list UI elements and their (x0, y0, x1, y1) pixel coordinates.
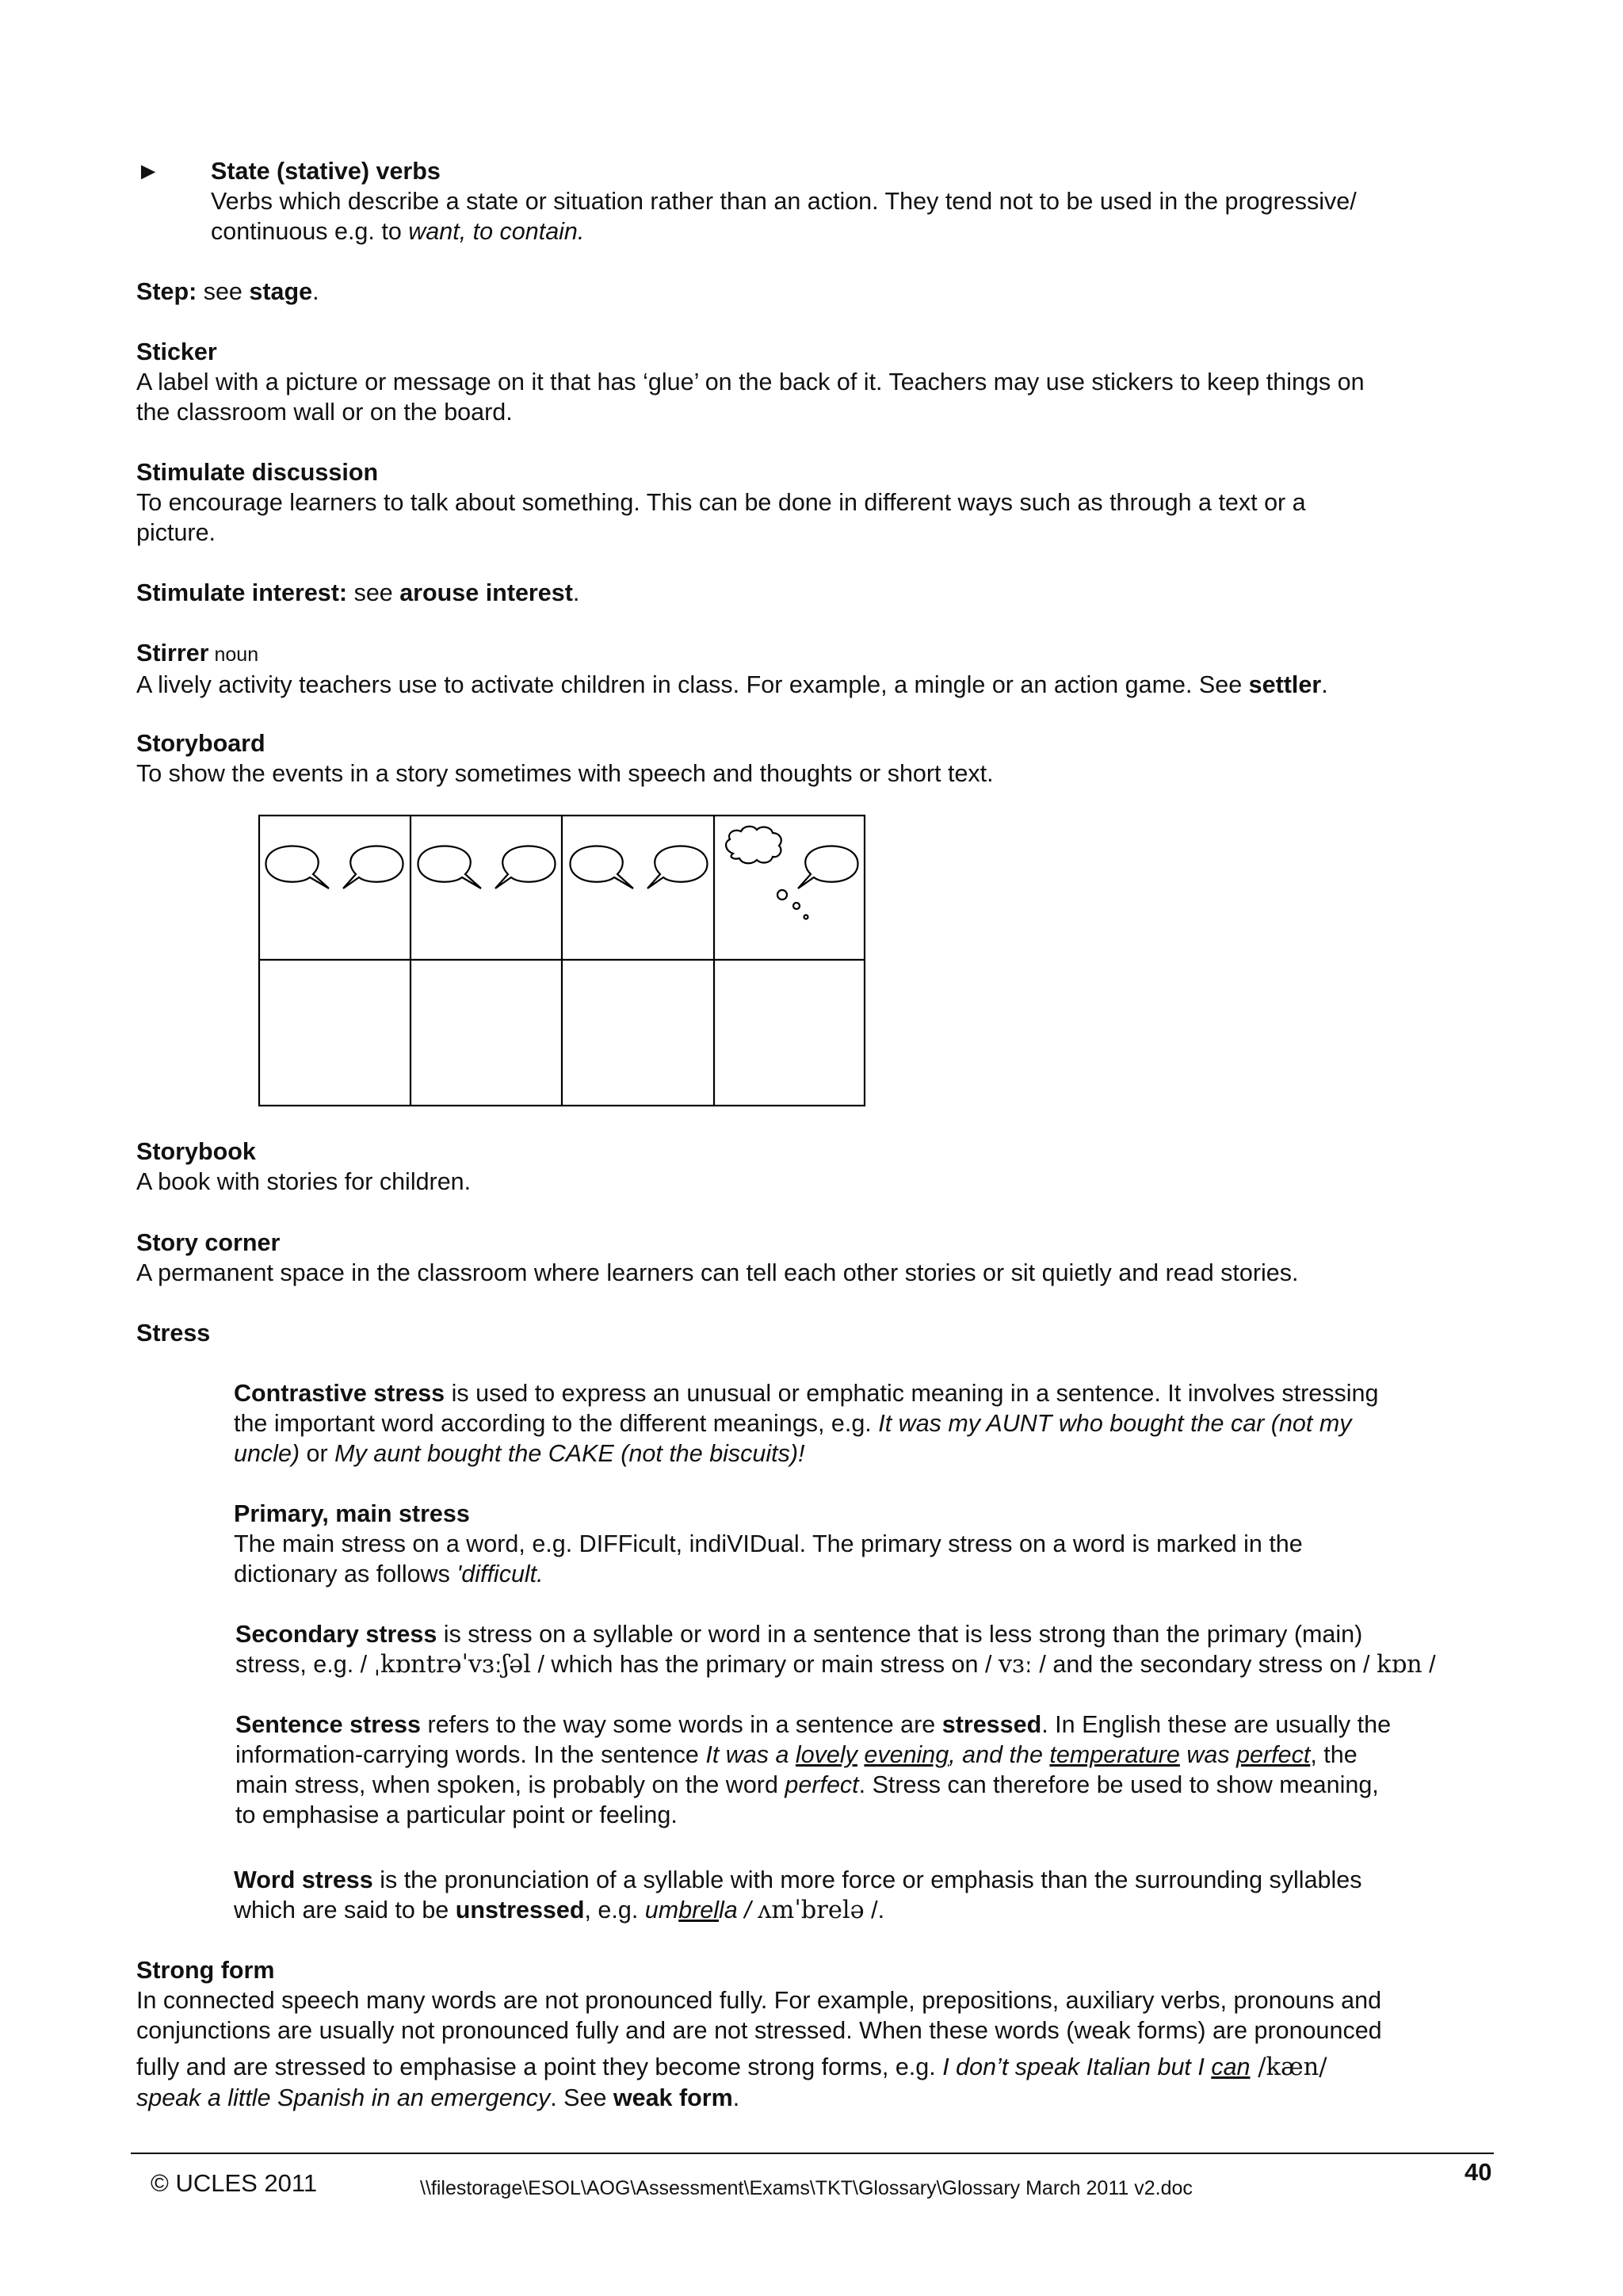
subentry-sentence-stress: Sentence stress refers to the way some words in a sentence are stressed. In English these are usually the information-carrying words. In the sentence It was a lovely evening, and the temperature was perfect, the main stress, when spoken, is probably on the word perfect. Stress can therefore be used to show meaning, to emphasise a particular point or feeling. (235, 1711, 1392, 1828)
subentry-primary-stress: Primary, main stress The main stress on a word, e.g. DIFFicult, indiVIDual. The primary stress on a word is marked in the dictionary as follows 'difficult. (234, 1500, 1303, 1587)
entry-definition: continuous e.g. to want, to contain. (211, 218, 585, 245)
speech-bubble-icon (343, 846, 403, 889)
footer-divider (131, 2153, 1494, 2154)
speech-bubble-icon (798, 846, 858, 889)
entry-state-verbs (211, 156, 1357, 246)
entry-step: Step: see stage. (136, 278, 319, 305)
page-number: 40 (1465, 2158, 1492, 2186)
entry-definition: Verbs which describe a state or situation rather than an action. They tend not to be used in the progressive/ (211, 188, 1357, 215)
entry-story-corner: Story corner A permanent space in the classroom where learners can tell each other stories or sit quietly and read stories. (136, 1229, 1299, 1286)
subentry-word-stress: Word stress is the pronunciation of a syllable with more force or emphasis than the surrounding syllables which are said to be unstressed, e.g. umbrella / ʌmˈbrelə /. (234, 1866, 1362, 1924)
entry-storybook: Storybook A book with stories for children. (136, 1138, 472, 1195)
speech-bubble-icon (495, 846, 556, 889)
entry-stimulate-discussion: Stimulate discussion To encourage learners to talk about something. This can be done in different ways such as through a text or a picture. (136, 459, 1306, 546)
entry-stimulate-interest: Stimulate interest: see arouse interest. (136, 579, 580, 606)
entry-term: Sticker (136, 338, 217, 365)
entry-stress (136, 1318, 210, 1348)
entry-term: Storyboard (136, 730, 265, 757)
subentry-secondary-stress: Secondary stress is stress on a syllable or word in a sentence that is less strong than the primary (main) stress, e.g. / ˌkɒntrəˈvɜːʃəl / which has the primary or main stress on / vɜː / and the secondary stress on / kɒn / (235, 1621, 1436, 1679)
bullet-arrow-icon: ► (136, 158, 161, 185)
entry-term: Story corner (136, 1229, 281, 1256)
footer-copyright: © UCLES 2011 (151, 2169, 318, 2197)
entry-stirrer: Stirrer noun A lively activity teachers use to activate children in class. For example, a mingle or an action game. See settler. (136, 640, 1328, 698)
entry-term: Stress (136, 1320, 211, 1347)
entry-sticker: Sticker A label with a picture or message on it that has ‘glue’ on the back of it. Teachers may use stickers to keep things on the classroom wall or on the board. (136, 338, 1365, 426)
entry-strong-form: Strong form In connected speech many words are not pronounced fully. For example, prepositions, auxiliary verbs, pronouns and conjunctions are usually not pronounced fully and are not stressed. When these words (weak forms) are pronounced fully and are stressed to emphasise a point they become strong forms, e.g. I don’t speak Italian but I can /kæn/ speak a little Spanish in an emergency. See weak form. (136, 1957, 1382, 2111)
storyboard-illustration (258, 814, 868, 1109)
entry-term: Stimulate discussion (136, 459, 379, 486)
entry-term: Strong form (136, 1957, 275, 1984)
entry-term: Storybook (136, 1138, 256, 1165)
speech-bubble-icon (647, 846, 708, 889)
speech-bubble-icon (418, 846, 482, 889)
entry-storyboard: Storyboard To show the events in a story sometimes with speech and thoughts or short text. (136, 730, 994, 787)
entry-term: State (stative) verbs (211, 158, 441, 185)
thought-bubble-icon (726, 827, 808, 919)
subentry-contrastive-stress: Contrastive stress is used to express an unusual or emphatic meaning in a sentence. It involves stressing the important word according to the different meanings, e.g. It was my AUNT who bought the car (not my uncle) or My aunt bought the CAKE (not the biscuits)! (234, 1380, 1379, 1467)
entry-term: Stirrer (136, 640, 209, 667)
footer-file-path: \\filestorage\ESOL\AOG\Assessment\Exams\TKT\Glossary\Glossary March 2011 v2.doc (420, 2177, 1193, 2199)
speech-bubble-icon (266, 846, 330, 889)
speech-bubble-icon (571, 846, 634, 889)
